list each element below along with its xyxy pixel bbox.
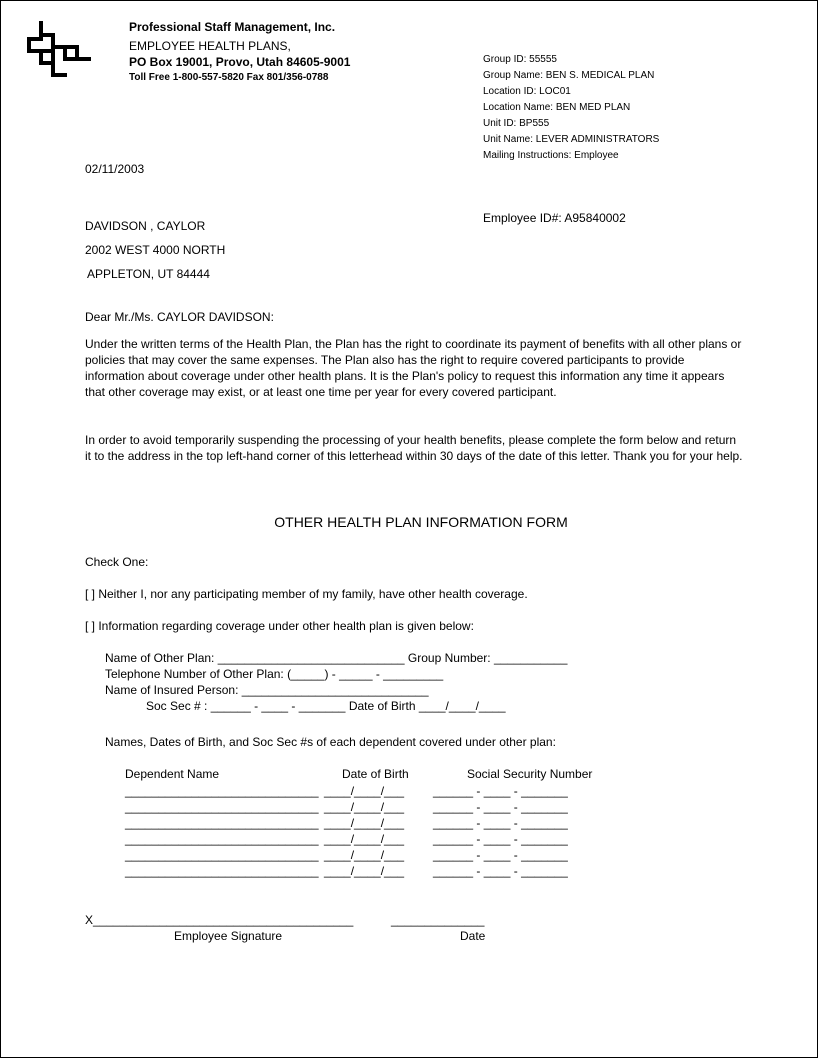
recipient-name: DAVIDSON , CAYLOR bbox=[85, 219, 206, 233]
plans-title: EMPLOYEE HEALTH PLANS, bbox=[129, 39, 291, 53]
dependent-name-field[interactable]: _____________________________ bbox=[125, 832, 319, 846]
col-dependent-name: Dependent Name bbox=[125, 767, 220, 781]
salutation: Dear Mr./Ms. CAYLOR DAVIDSON: bbox=[85, 310, 274, 324]
dependent-name-field[interactable]: _____________________________ bbox=[125, 784, 319, 798]
dependent-dob-field[interactable]: ____/____/___ bbox=[324, 848, 405, 862]
dependent-ssn-field[interactable]: ______ - ____ - _______ bbox=[433, 784, 568, 798]
dependent-dob-field[interactable]: ____/____/___ bbox=[324, 864, 405, 878]
company-address: PO Box 19001, Provo, Utah 84605-9001 bbox=[129, 55, 351, 69]
signature-label: Employee Signature bbox=[174, 929, 283, 943]
dependents-intro: Names, Dates of Birth, and Soc Sec #s of each dependent covered under other plan: bbox=[105, 735, 556, 749]
dependent-name-field[interactable]: _____________________________ bbox=[125, 816, 319, 830]
form-title: OTHER HEALTH PLAN INFORMATION FORM bbox=[274, 514, 568, 530]
unit-name: Unit Name: LEVER ADMINISTRATORS bbox=[483, 134, 660, 145]
date-line[interactable]: ______________ bbox=[391, 913, 485, 927]
dependent-ssn-field[interactable]: ______ - ____ - _______ bbox=[433, 800, 568, 814]
company-phone: Toll Free 1-800-557-5820 Fax 801/356-0788 bbox=[129, 72, 329, 83]
check-one-label: Check One: bbox=[85, 555, 149, 569]
company-logo bbox=[27, 19, 91, 79]
paragraph-instructions: In order to avoid temporarily suspending the processing of your health benefits, please complete the form below and return it to the address in the top left-hand corner of this letterhead within 30 days of the date of this letter. Thank you for your help. bbox=[85, 433, 743, 463]
recipient-street: 2002 WEST 4000 NORTH bbox=[85, 243, 226, 257]
dependent-ssn-field[interactable]: ______ - ____ - _______ bbox=[433, 832, 568, 846]
mailing-instructions: Mailing Instructions: Employee bbox=[483, 150, 619, 161]
location-name: Location Name: BEN MED PLAN bbox=[483, 102, 631, 113]
other-plan-name-field[interactable]: Name of Other Plan: ____________________________ Group Number: ___________ bbox=[105, 651, 568, 665]
group-id: Group ID: 55555 bbox=[483, 54, 557, 65]
dependent-name-field[interactable]: _____________________________ bbox=[125, 800, 319, 814]
dependent-dob-field[interactable]: ____/____/___ bbox=[324, 832, 405, 846]
col-ssn: Social Security Number bbox=[467, 767, 593, 781]
dependent-dob-field[interactable]: ____/____/___ bbox=[324, 800, 405, 814]
dependent-dob-field[interactable]: ____/____/___ bbox=[324, 784, 405, 798]
dependent-name-field[interactable]: _____________________________ bbox=[125, 864, 319, 878]
date-label: Date bbox=[460, 929, 486, 943]
ssn-dob-field[interactable]: Soc Sec # : ______ - ____ - _______ Date of Birth ____/____/____ bbox=[146, 699, 506, 713]
dependent-ssn-field[interactable]: ______ - ____ - _______ bbox=[433, 816, 568, 830]
recipient-city: APPLETON, UT 84444 bbox=[87, 267, 210, 281]
unit-id: Unit ID: BP555 bbox=[483, 118, 550, 129]
insured-person-field[interactable]: Name of Insured Person: ____________________________ bbox=[105, 683, 429, 697]
signature-line[interactable]: X_______________________________________ bbox=[85, 913, 354, 927]
other-plan-telephone-field[interactable]: Telephone Number of Other Plan: (_____) - _____ - _________ bbox=[105, 667, 444, 681]
company-name: Professional Staff Management, Inc. bbox=[129, 20, 336, 34]
option-other-coverage[interactable]: [ ] Information regarding coverage under other health plan is given below: bbox=[85, 619, 474, 633]
dependent-name-field[interactable]: _____________________________ bbox=[125, 848, 319, 862]
location-id: Location ID: LOC01 bbox=[483, 86, 571, 97]
dependent-ssn-field[interactable]: ______ - ____ - _______ bbox=[433, 864, 568, 878]
dependent-ssn-field[interactable]: ______ - ____ - _______ bbox=[433, 848, 568, 862]
employee-id: Employee ID#: A95840002 bbox=[483, 211, 626, 225]
dependent-dob-field[interactable]: ____/____/___ bbox=[324, 816, 405, 830]
letter-date: 02/11/2003 bbox=[85, 162, 145, 176]
group-name: Group Name: BEN S. MEDICAL PLAN bbox=[483, 70, 655, 81]
col-date-of-birth: Date of Birth bbox=[342, 767, 409, 781]
option-no-coverage[interactable]: [ ] Neither I, nor any participating member of my family, have other health coverage. bbox=[85, 587, 528, 601]
paragraph-coordination: Under the written terms of the Health Plan, the Plan has the right to coordinate its payment of benefits with all other plans or policies that may cover the same expenses. The Plan also has the right to require covered participants to provide information about coverage under other health plans. It is the Plan's policy to request this information any time it appears that other coverage may exist, or at least one time per year for every covered participant. bbox=[85, 337, 742, 399]
